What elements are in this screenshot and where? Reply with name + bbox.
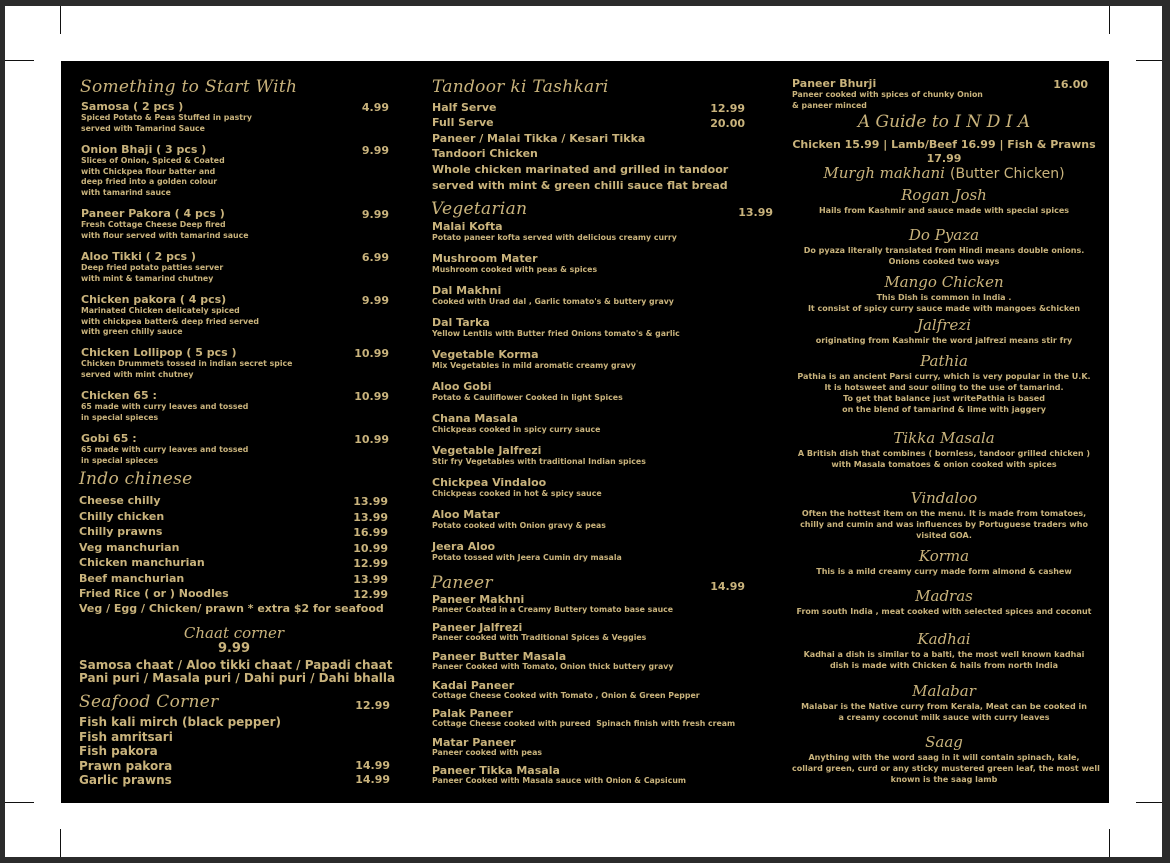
guide-section: [792, 112, 1096, 132]
guide-item-desc: This is a mild creamy curry made form almond & cashew: [816, 567, 1072, 576]
menu-item-price: 12.99: [710, 102, 745, 115]
chaat-line-1: Samosa chaat / Aloo tikki chaat / Papadi chaat: [79, 658, 393, 672]
murgh-subtitle: (Butter Chicken): [950, 166, 1065, 182]
menu-item-desc: Yellow Lentils with Butter fried Onions tomato's & garlic: [432, 329, 680, 338]
murgh-makhani: [792, 163, 1096, 182]
menu-item-desc: Cottage Cheese cooked with pureed Spinach finish with fresh cream: [432, 719, 736, 728]
crop-mark: [5, 802, 34, 803]
menu-item-price: 13.99: [353, 495, 388, 508]
bhurji-price: 16.00: [1053, 78, 1088, 91]
section-title-seafood: Seafood Corner: [79, 692, 219, 712]
guide-item: [792, 489, 1096, 541]
indo-chinese-note: Veg / Egg / Chicken/ prawn * extra $2 for seafood: [79, 602, 384, 615]
menu-item-name: Paneer Butter Masala: [432, 650, 567, 663]
crop-mark: [1109, 829, 1110, 857]
menu-item-desc: Slices of Onion, Spiced & Coated with Chickpea flour batter and deep fried into a golden colour with tamarind sauce: [81, 156, 225, 197]
guide-item-title: Tikka Masala: [893, 429, 995, 447]
menu-item-price: 14.99: [355, 758, 390, 772]
section-title-chaat: Chaat corner: [183, 624, 285, 642]
menu-item-desc: Stir fry Vegetables with traditional Indian spices: [432, 457, 646, 466]
menu-item-desc: Chicken Drummets tossed in indian secret spice served with mint chutney: [81, 359, 293, 379]
menu-item-price: 9.99: [361, 208, 389, 221]
menu-item-desc: Potato paneer kofta served with delicious creamy curry: [432, 233, 677, 242]
murgh-title: Murgh makhani: [823, 164, 945, 182]
menu-item-desc: Chickpeas cooked in hot & spicy sauce: [432, 489, 602, 498]
guide-item-title: Do Pyaza: [908, 226, 980, 244]
menu-item-name: Matar Paneer: [432, 736, 516, 749]
menu-item-price: 10.99: [354, 390, 389, 403]
menu-item-price: 6.99: [361, 251, 389, 264]
guide-title: A Guide to I N D I A: [857, 112, 1031, 132]
menu-item-name: Aloo Tikki ( 2 pcs ): [81, 250, 196, 263]
menu-item-name: Paneer Jalfrezi: [432, 621, 523, 634]
menu-item-name: Aloo Gobi: [432, 380, 492, 393]
menu-item-name: Gobi 65 :: [81, 432, 137, 445]
guide-item: [792, 273, 1096, 314]
menu-item-name: Chicken Lollipop ( 5 pcs ): [81, 346, 237, 359]
menu-item-name: Vegetable Korma: [432, 348, 539, 361]
menu-item-name: Cheese chilly: [79, 494, 161, 507]
guide-item-title: Korma: [918, 547, 970, 565]
menu-item-name: Palak Paneer: [432, 707, 513, 720]
menu-item-price: 10.99: [354, 347, 389, 360]
chaat-price: 9.99: [217, 641, 251, 656]
menu-item-price: 16.99: [353, 526, 388, 539]
menu-item-price: 20.00: [710, 117, 745, 130]
menu-item-name: Dal Tarka: [432, 316, 490, 329]
menu-item-name: Jeera Aloo: [432, 540, 496, 553]
menu-item-desc: Deep fried potato patties server with mint & tamarind chutney: [81, 263, 224, 283]
menu-item-name: Paneer Pakora ( 4 pcs ): [81, 207, 225, 220]
seafood-price: 12.99: [355, 699, 390, 712]
menu-item-name: Beef manchurian: [79, 571, 185, 585]
guide-item-desc: originating from Kashmir the word jalfrezi means stir fry: [815, 336, 1073, 345]
guide-item: [792, 682, 1096, 723]
menu-item-name: Malai Kofta: [432, 220, 503, 233]
menu-item-desc: Mix Vegetables in mild aromatic creamy gravy: [432, 361, 636, 370]
menu-item-desc: Paneer cooked with peas: [432, 748, 542, 757]
menu-item-name: Full Serve: [432, 116, 494, 129]
menu-item-name: Aloo Matar: [432, 508, 500, 521]
menu-item-price: 14.99: [355, 773, 390, 787]
menu-item-name: Chickpea Vindaloo: [432, 476, 547, 489]
guide-item: [792, 587, 1096, 617]
menu-item-price: 10.99: [354, 433, 389, 446]
menu-item-name: Whole chicken marinated and grilled in tandoor: [432, 163, 729, 176]
section-title-starters: Something to Start With: [80, 77, 298, 97]
guide-item: [792, 630, 1096, 671]
vegetarian-price: 13.99: [738, 206, 773, 219]
guide-prices: Chicken 15.99 | Lamb/Beef 16.99 | Fish & Prawns 17.99: [792, 138, 1096, 165]
guide-item-desc: Hails from Kashmir and sauce made with special spices: [818, 206, 1070, 215]
guide-item-title: Malabar: [912, 682, 976, 700]
menu-item-desc: Potato & Cauliflower Cooked in light Spices: [432, 393, 623, 402]
guide-item-desc: Anything with the word saag in it will contain spinach, kale, collard green, curd or any sticky mustered green leaf, the most well known is the saag lamb: [792, 753, 1100, 784]
chaat-line-2: Pani puri / Masala puri / Dahi puri / Dahi bhalla: [79, 671, 396, 685]
menu-item-name: Kadai Paneer: [432, 679, 515, 692]
menu-item-name: Chana Masala: [432, 412, 518, 425]
bhurji-name: Paneer Bhurji: [792, 77, 877, 90]
menu-item-name: Fried Rice ( or ) Noodles: [79, 587, 229, 600]
guide-item: [792, 429, 1096, 470]
menu-item-price: 12.99: [353, 588, 388, 601]
menu-item-name: Fish amritsari: [79, 729, 173, 744]
guide-item-desc: This Dish is common in India . It consist of spicy curry sauce made with mangoes &chicken: [807, 293, 1081, 313]
menu-item-name: Samosa ( 2 pcs ): [81, 100, 184, 113]
menu-item-desc: Paneer Coated in a Creamy Buttery tomato base sauce: [432, 605, 674, 614]
guide-item-desc: From south India , meat cooked with selected spices and coconut: [796, 607, 1092, 616]
guide-item-desc: Do pyaza literally translated from Hindi means double onions. Onions cooked two ways: [803, 246, 1085, 266]
guide-item-desc: Pathia is an ancient Parsi curry, which is very popular in the U.K. It is hotsweet and sour oiling to the use of tamarind. To get that balance just writePathia is based on the blend of tamarind & lime with jaggery: [797, 372, 1091, 414]
menu-item-desc: Cooked with Urad dal , Garlic tomato's & buttery gravy: [432, 297, 674, 306]
menu-item-name: Paneer / Malai Tikka / Kesari Tikka: [432, 132, 646, 145]
guide-item: [792, 186, 1096, 216]
section-title-indo-chinese: Indo chinese: [79, 469, 193, 489]
menu-item-name: Onion Bhaji ( 3 pcs ): [81, 143, 207, 156]
guide-item-title: Mango Chicken: [884, 273, 1004, 291]
menu-item-desc: 65 made with curry leaves and tossed in special spieces: [81, 402, 249, 422]
menu-item-name: Chicken 65 :: [81, 389, 157, 402]
menu-item-name: Veg manchurian: [79, 540, 180, 554]
menu-item-desc: Spiced Potato & Peas Stuffed in pastry served with Tamarind Sauce: [81, 113, 252, 133]
guide-item-desc: Often the hottest item on the menu. It is made from tomatoes, chilly and cumin and was influences by Portuguese traders who visited GOA.: [800, 509, 1088, 540]
bhurji-desc: Paneer cooked with spices of chunky Onion & paneer minced: [792, 90, 983, 110]
menu-item-price: 13.99: [353, 572, 388, 586]
guide-item-desc: Kadhai a dish is similar to a balti, the most well known kadhai dish is made with Chicken & hails from north India: [803, 650, 1085, 670]
guide-item-title: Kadhai: [917, 630, 971, 648]
guide-item-title: Madras: [915, 587, 973, 605]
menu-item-desc: Cottage Cheese Cooked with Tomato , Onion & Green Pepper: [432, 691, 700, 700]
section-title-tandoor: Tandoor ki Tashkari: [432, 77, 609, 97]
menu-item-name: Garlic prawns: [79, 773, 172, 788]
menu-item-desc: 65 made with curry leaves and tossed in special spieces: [81, 445, 249, 465]
menu-item-name: Half Serve: [432, 101, 497, 114]
menu-item-desc: Marinated Chicken delicately spiced with chickpea batter& deep fried served with green chilly sauce: [81, 306, 259, 336]
guide-item-title: Jalfrezi: [916, 316, 972, 334]
guide-item-title: Vindaloo: [910, 489, 978, 507]
menu-item-price: 9.99: [361, 294, 389, 307]
section-title-paneer: Paneer: [431, 573, 493, 593]
menu-item-name: Paneer Makhni: [432, 593, 525, 606]
section-title-vegetarian: Vegetarian: [431, 199, 528, 219]
crop-mark: [1136, 802, 1162, 803]
crop-mark: [60, 6, 61, 34]
menu-item-price: 13.99: [353, 510, 388, 524]
menu-item-desc: Paneer Cooked with Masala sauce with Onion & Capsicum: [432, 776, 686, 785]
menu-item-name: Chilly prawns: [79, 525, 163, 538]
menu-item-desc: Paneer Cooked with Tomato, Onion thick buttery gravy: [432, 662, 674, 671]
menu-item-price: 9.99: [361, 144, 389, 157]
menu-item-name: Dal Makhni: [432, 284, 502, 297]
crop-mark: [1136, 60, 1162, 61]
menu-item-price: 12.99: [353, 557, 388, 570]
menu-item-name: Paneer Tikka Masala: [432, 764, 560, 777]
guide-item-title: Rogan Josh: [901, 186, 987, 204]
menu-item-name: Chicken pakora ( 4 pcs): [81, 293, 227, 306]
guide-item: [792, 316, 1096, 346]
chaat-section: [79, 624, 389, 656]
menu-item-name: Fish kali mirch (black pepper): [79, 715, 282, 729]
menu-item-name: Prawn pakora: [79, 758, 173, 773]
menu-item-desc: Fresh Cottage Cheese Deep fired with flour served with tamarind sauce: [81, 220, 249, 240]
guide-item-title: Saag: [925, 733, 963, 751]
menu-item-name: served with mint & green chilli sauce flat bread: [432, 179, 728, 192]
crop-mark: [60, 829, 61, 857]
menu-item-desc: Paneer cooked with Traditional Spices & Veggies: [432, 633, 647, 642]
menu-item-name: Vegetable Jalfrezi: [432, 444, 542, 457]
menu-item-name: Fish pakora: [79, 744, 158, 759]
paneer-price: 14.99: [710, 580, 745, 593]
menu-item-desc: Potato cooked with Onion gravy & peas: [432, 521, 606, 530]
guide-item-title: Pathia: [920, 352, 968, 370]
crop-mark: [1109, 6, 1110, 34]
crop-mark: [5, 60, 34, 61]
menu-item-desc: Chickpeas cooked in spicy curry sauce: [432, 425, 601, 434]
guide-item: [792, 733, 1100, 785]
menu-item-desc: Potato tossed with Jeera Cumin dry masala: [432, 553, 622, 562]
guide-item: [792, 226, 1096, 267]
menu-item-name: Chicken manchurian: [79, 556, 205, 569]
guide-item-desc: A British dish that combines ( bornless, tandoor grilled chicken ) with Masala tomatoes & onion cooked with spices: [797, 449, 1091, 469]
menu-item-name: Chilly chicken: [79, 509, 165, 523]
menu-item-price: 4.99: [361, 101, 389, 114]
menu-item-name: Tandoori Chicken: [432, 147, 538, 160]
guide-item: [792, 352, 1096, 415]
menu-item-name: Mushroom Mater: [432, 252, 538, 265]
guide-item: [792, 547, 1096, 577]
menu-item-desc: Mushroom cooked with peas & spices: [432, 265, 598, 274]
guide-item-desc: Malabar is the Native curry from Kerala, Meat can be cooked in a creamy coconut milk sauce with curry leaves: [801, 702, 1087, 722]
menu-item-price: 10.99: [353, 541, 388, 555]
